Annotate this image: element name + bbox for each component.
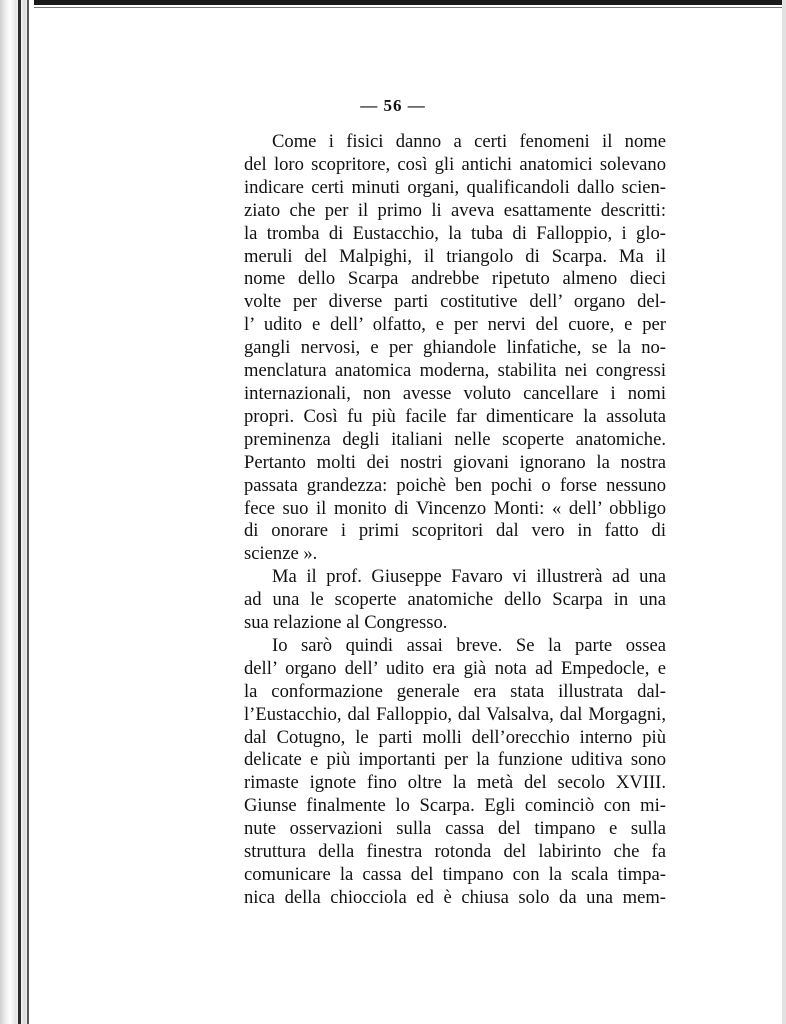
page-right-edge <box>782 0 786 1024</box>
text-line: preminenza degli italiani nelle scoperte anatomiche. <box>244 428 666 450</box>
text-line: del loro scopritore, così gli antichi anatomici solevano <box>244 153 666 175</box>
text-line: la conformazione generale era stata illustrata dal- <box>244 680 666 702</box>
spine-line <box>27 0 29 1024</box>
text-line: nute osservazioni sulla cassa del timpano e sulla <box>244 818 666 840</box>
top-border-rule <box>0 7 786 8</box>
text-line: gangli nervosi, e per ghiandole linfatiche, se la no- <box>244 337 666 359</box>
text-line: Giunse finalmente lo Scarpa. Egli cominciò con mi- <box>244 795 666 817</box>
text-line: menclatura anatomica moderna, stabilita nei congressi <box>244 360 666 382</box>
text-line: meruli del Malpighi, il triangolo di Scarpa. Ma il <box>244 245 666 267</box>
text-line: rimaste ignote fino oltre la metà del secolo XVIII. <box>244 772 666 794</box>
spine-line <box>18 0 21 1024</box>
text-line: Ma il prof. Giuseppe Favaro vi illustrerà ad una <box>272 566 666 588</box>
text-line: sua relazione al Congresso. <box>244 612 448 634</box>
text-line: scienze ». <box>244 543 318 565</box>
text-line: nome dello Scarpa andrebbe ripetuto almeno dieci <box>244 268 666 290</box>
text-line: Pertanto molti dei nostri giovani ignorano la nostra <box>244 451 666 473</box>
text-line: comunicare la cassa del timpano con la scala timpa- <box>244 864 666 885</box>
text-line: nica della chiocciola ed è chiusa solo da una mem- <box>244 886 666 908</box>
text-line: la tromba di Eustacchio, la tuba di Falloppio, i glo- <box>244 222 666 244</box>
text-line: struttura della finestra rotonda del labirinto che fa <box>244 841 666 863</box>
top-border <box>0 0 786 5</box>
text-line: ziato che per il primo li aveva esattamente descritti: <box>244 199 666 221</box>
text-line: Io sarò quindi assai breve. Se la parte ossea <box>272 634 666 656</box>
text-line: ad una le scoperte anatomiche dello Scarpa in una <box>244 589 666 611</box>
text-line: propri. Così fu più facile far dimenticare la assoluta <box>244 405 666 427</box>
text-line: internazionali, non avesse voluto cancellare i nomi <box>244 382 666 404</box>
text-line: dell’ organo dell’ udito era già nota ad Empedocle, e <box>244 657 666 679</box>
text-line: l’ udito e dell’ olfatto, e per nervi del cuore, e per <box>244 314 666 336</box>
text-line: Come i fisici danno a certi fenomeni il nome <box>272 131 666 152</box>
text-line: l’Eustacchio, dal Falloppio, dal Valsalva, dal Morgagni, <box>244 703 666 725</box>
text-line: fece suo il monito di Vincenzo Monti: « dell’ obbligo <box>244 497 666 519</box>
text-line: volte per diverse parti costitutive dell’ organo del- <box>244 291 666 313</box>
body-text <box>244 131 666 910</box>
page-number: — 56 — <box>360 96 426 115</box>
text-line: di onorare i primi scopritori dal vero in fatto di <box>244 520 666 542</box>
text-line: delicate e più importanti per la funzione uditiva sono <box>244 749 666 771</box>
text-line: passata grandezza: poichè ben pochi o forse nessuno <box>244 474 666 496</box>
text-line: dal Cotugno, le parti molli dell’orecchio interno più <box>244 726 666 748</box>
text-line: indicare certi minuti organi, qualificandoli dallo scien- <box>244 176 666 198</box>
